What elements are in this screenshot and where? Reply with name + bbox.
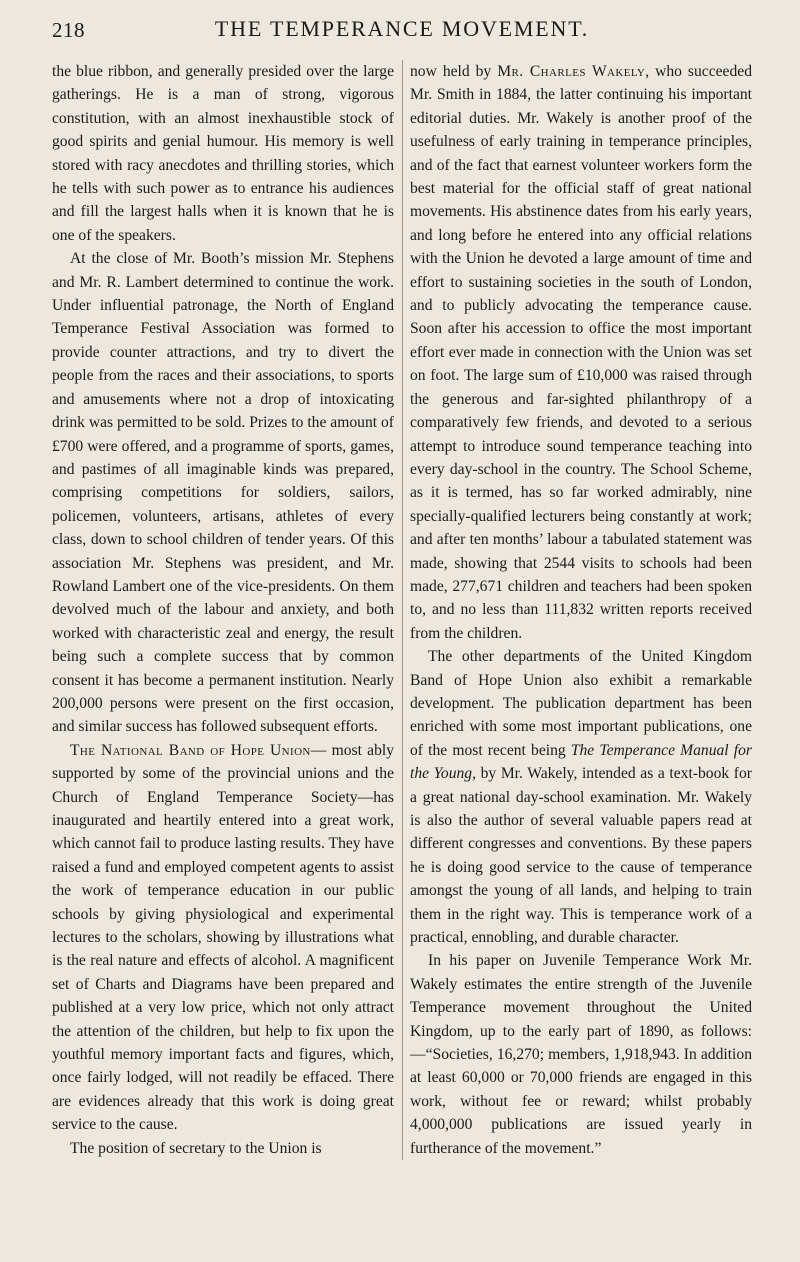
running-title: THE TEMPERANCE MOVEMENT. — [214, 16, 590, 41]
paragraph: In his paper on Juvenile Temperance Work Mr. Wakely estimates the entire strength of the Juvenile Temperance movement throughout the United Kingdom, up to the early part of 1890, as follows:—“Societies, 16,270; members, 1,918,943. In addition at least 60,000 or 70,000 friends are engaged in this work, without fee or reward; whilst probably 4,000,000 publications are issued yearly in furtherance of the movement.” — [410, 952, 752, 1157]
paragraph — [410, 60, 752, 645]
paragraph: The position of secretary to the Union is — [70, 1139, 322, 1157]
book-title: The Temperance Manual for the Young — [410, 741, 752, 783]
text-columns — [52, 60, 752, 1160]
left-column — [52, 60, 394, 1160]
paragraph: At the close of Mr. Booth’s mission Mr. Stephens and Mr. R. Lambert determined to continue the work. Under influential patronage, the North of England Temperance Festival Association was formed to provide counter attractions, and try to divert the people from the races and their associations, to sports and amusements where not a drop of intoxicating drink was permitted to be sold. Prizes to the amount of £700 were offered, and a programme of sports, games, and pastimes of all imaginable kinds was prepared, comprising competitions for soldiers, sailors, policemen, volunteers, artisans, athletes of every class, down to school children of tender years. Of this association Mr. Stephens was president, and Mr. Rowland Lambert one of the vice-presidents. On them devolved much of the labour and anxiety, and both worked with characteristic zeal and energy, the result being such a complete success that by common consent it has become a permanent institution. Nearly 200,000 persons were present on the first occasion, and similar success has followed subsequent efforts. — [52, 250, 394, 736]
person-name: Mr. Charles Wakely — [497, 63, 646, 80]
section-heading: The National Band of Hope Union — [70, 741, 311, 759]
paragraph — [410, 645, 752, 949]
right-column — [410, 60, 752, 1160]
paragraph — [52, 739, 394, 1137]
page-number: 218 — [52, 18, 85, 42]
paragraph-text: , by Mr. Wakely, intended as a text-book for a great national day-school examination. Mr. Wakely is also the author of several valuable papers read at different congresses and conventions. By these papers he is doing good service to the cause of temperance amongst the young of all lands, and helping to train them in the right way. This is temperance work of a practical, ennobling, and durable character. — [410, 765, 752, 947]
column-divider — [402, 60, 403, 1160]
paragraph-text: now held by — [410, 63, 498, 80]
paragraph: the blue ribbon, and generally presided over the large gatherings. He is a man of strong, vigorous constitution, with an almost inexhaustible stock of good spirits and genial humour. His memory is well stored with racy anecdotes and thrilling stories, which he tells with such power as to entrance his audiences and fill the largest halls when it is known that he is one of the speakers. — [52, 63, 394, 244]
page-header — [52, 14, 752, 54]
paragraph-text: The other departments of the United Kingdom Band of Hope Union also exhibit a remarkable development. The publication department has been enriched with some most important publications, one of the most recent being — [410, 648, 752, 759]
paragraph-text: , who succeeded Mr. Smith in 1884, the latter continuing his important editorial duties. Mr. Wakely is another proof of the usefulness of early training in temperance principles, and of the fact that earnest volunteer workers form the best material for the official staff of great national movements. His abstinence dates from his early years, and long before he entered into any official relations with the Union he devoted a large amount of time and effort to sustaining societies in the south of London, and to publicly advocating the temperance cause. Soon after his accession to office the most important effort ever made in connection with the Union was set on foot. The large sum of £10,000 was raised through the generous and far-sighted philanthropy of a comparatively few friends, and devoted to a serious attempt to introduce sound temperance teaching into every day-school in the country. The School Scheme, as it is termed, has so far worked admirably, nine specially-qualified lecturers being constantly at work; and after ten months’ labour a tabulated statement was made, showing that 2544 visits to schools had been made, 277,671 children and teachers had been spoken to, and no less than 111,832 written reports received from the children. — [410, 63, 752, 642]
paragraph-text: — most ably supported by some of the provincial unions and the Church of England Temperance Society—has inaugurated and heartily entered into a great work, which cannot fail to produce lasting results. They have raised a fund and employed competent agents to assist the work of temperance education in our public schools by giving physiological and experimental lectures to the scholars, showing by illustrations what is the real nature and effects of alcohol. A magnificent set of Charts and Diagrams have been prepared and published at a very low price, which not only attract the attention of the children, but help to fix upon the youthful memory important facts and figures, which, once fairly lodged, will not readily be effaced. There are evidences already that this work is doing great service to the cause. — [52, 741, 394, 1134]
